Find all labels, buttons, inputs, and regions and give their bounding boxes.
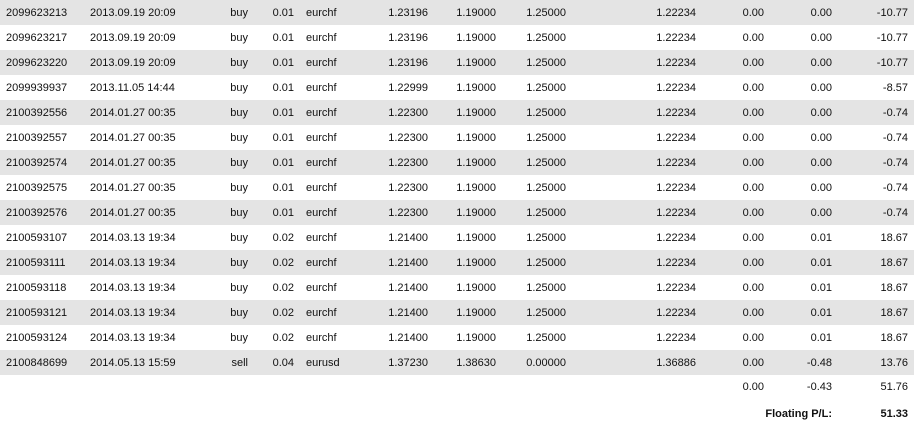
table-row[interactable] bbox=[0, 300, 914, 325]
cell-size: 0.02 bbox=[254, 225, 300, 250]
cell-type: buy bbox=[202, 175, 254, 200]
cell-price: 1.22300 bbox=[366, 175, 434, 200]
cell-size: 0.01 bbox=[254, 100, 300, 125]
floating-pl-label: Floating P/L: bbox=[702, 399, 838, 429]
cell-type: buy bbox=[202, 75, 254, 100]
cell-stop-loss: 1.19000 bbox=[434, 225, 502, 250]
cell-symbol: eurchf bbox=[300, 150, 366, 175]
cell-size: 0.02 bbox=[254, 300, 300, 325]
cell-size: 0.01 bbox=[254, 75, 300, 100]
cell-time: 2014.03.13 19:34 bbox=[84, 250, 202, 275]
cell-size: 0.01 bbox=[254, 150, 300, 175]
cell-symbol: eurchf bbox=[300, 325, 366, 350]
cell-swap: 0.00 bbox=[770, 200, 838, 225]
cell-profit: -10.77 bbox=[838, 25, 914, 50]
cell-type: buy bbox=[202, 25, 254, 50]
floating-pl-value: 51.33 bbox=[838, 399, 914, 429]
cell-stop-loss: 1.19000 bbox=[434, 50, 502, 75]
cell-size: 0.04 bbox=[254, 350, 300, 375]
cell-size: 0.01 bbox=[254, 175, 300, 200]
floating-spacer bbox=[572, 399, 628, 429]
cell-symbol: eurchf bbox=[300, 225, 366, 250]
cell-swap: 0.01 bbox=[770, 250, 838, 275]
cell-ticket: 2100593124 bbox=[0, 325, 84, 350]
cell-price: 1.22300 bbox=[366, 200, 434, 225]
cell-commission: 0.00 bbox=[702, 100, 770, 125]
cell-price: 1.21400 bbox=[366, 225, 434, 250]
cell-stop-loss: 1.19000 bbox=[434, 275, 502, 300]
cell-take-profit: 1.25000 bbox=[502, 275, 572, 300]
totals-spacer bbox=[202, 375, 254, 399]
cell-size: 0.01 bbox=[254, 125, 300, 150]
cell-stop-loss: 1.19000 bbox=[434, 125, 502, 150]
cell-ticket: 2100392576 bbox=[0, 200, 84, 225]
cell-symbol: eurchf bbox=[300, 275, 366, 300]
cell-commission: 0.00 bbox=[702, 75, 770, 100]
cell-stop-loss: 1.19000 bbox=[434, 0, 502, 25]
cell-time: 2014.03.13 19:34 bbox=[84, 300, 202, 325]
cell-gap bbox=[572, 100, 628, 125]
cell-stop-loss: 1.19000 bbox=[434, 100, 502, 125]
totals-spacer bbox=[254, 375, 300, 399]
cell-type: buy bbox=[202, 250, 254, 275]
cell-time: 2014.01.27 00:35 bbox=[84, 175, 202, 200]
cell-symbol: eurchf bbox=[300, 50, 366, 75]
table-row[interactable] bbox=[0, 75, 914, 100]
cell-price: 1.23196 bbox=[366, 25, 434, 50]
totals-commission: 0.00 bbox=[702, 375, 770, 399]
cell-profit: 18.67 bbox=[838, 275, 914, 300]
cell-current-price: 1.22234 bbox=[628, 100, 702, 125]
cell-profit: 18.67 bbox=[838, 300, 914, 325]
cell-stop-loss: 1.19000 bbox=[434, 325, 502, 350]
cell-type: buy bbox=[202, 225, 254, 250]
cell-commission: 0.00 bbox=[702, 325, 770, 350]
cell-symbol: eurusd bbox=[300, 350, 366, 375]
cell-ticket: 2100392574 bbox=[0, 150, 84, 175]
cell-swap: 0.00 bbox=[770, 175, 838, 200]
floating-spacer bbox=[202, 399, 254, 429]
table-row[interactable] bbox=[0, 325, 914, 350]
cell-current-price: 1.22234 bbox=[628, 0, 702, 25]
cell-swap: 0.00 bbox=[770, 25, 838, 50]
floating-spacer bbox=[502, 399, 572, 429]
cell-type: buy bbox=[202, 275, 254, 300]
cell-profit: -0.74 bbox=[838, 100, 914, 125]
cell-commission: 0.00 bbox=[702, 250, 770, 275]
table-row[interactable] bbox=[0, 0, 914, 25]
cell-gap bbox=[572, 200, 628, 225]
table-row[interactable] bbox=[0, 350, 914, 375]
cell-type: buy bbox=[202, 300, 254, 325]
cell-size: 0.01 bbox=[254, 0, 300, 25]
cell-gap bbox=[572, 125, 628, 150]
table-row[interactable] bbox=[0, 50, 914, 75]
totals-spacer bbox=[628, 375, 702, 399]
cell-commission: 0.00 bbox=[702, 350, 770, 375]
cell-commission: 0.00 bbox=[702, 275, 770, 300]
totals-spacer bbox=[300, 375, 366, 399]
cell-symbol: eurchf bbox=[300, 75, 366, 100]
cell-ticket: 2099939937 bbox=[0, 75, 84, 100]
cell-current-price: 1.22234 bbox=[628, 325, 702, 350]
cell-swap: 0.01 bbox=[770, 325, 838, 350]
totals-spacer bbox=[0, 375, 84, 399]
cell-gap bbox=[572, 150, 628, 175]
cell-commission: 0.00 bbox=[702, 150, 770, 175]
table-row[interactable] bbox=[0, 125, 914, 150]
cell-gap bbox=[572, 75, 628, 100]
cell-current-price: 1.22234 bbox=[628, 25, 702, 50]
cell-gap bbox=[572, 275, 628, 300]
cell-type: buy bbox=[202, 50, 254, 75]
cell-price: 1.22300 bbox=[366, 125, 434, 150]
cell-take-profit: 1.25000 bbox=[502, 150, 572, 175]
cell-commission: 0.00 bbox=[702, 200, 770, 225]
cell-take-profit: 1.25000 bbox=[502, 75, 572, 100]
cell-swap: 0.01 bbox=[770, 225, 838, 250]
cell-gap bbox=[572, 50, 628, 75]
floating-spacer bbox=[254, 399, 300, 429]
cell-gap bbox=[572, 25, 628, 50]
cell-ticket: 2100593121 bbox=[0, 300, 84, 325]
cell-swap: 0.00 bbox=[770, 75, 838, 100]
totals-profit: 51.76 bbox=[838, 375, 914, 399]
table-row[interactable] bbox=[0, 25, 914, 50]
cell-time: 2014.03.13 19:34 bbox=[84, 275, 202, 300]
cell-swap: 0.01 bbox=[770, 300, 838, 325]
cell-symbol: eurchf bbox=[300, 25, 366, 50]
cell-gap bbox=[572, 350, 628, 375]
cell-symbol: eurchf bbox=[300, 100, 366, 125]
cell-swap: 0.01 bbox=[770, 275, 838, 300]
cell-time: 2014.01.27 00:35 bbox=[84, 150, 202, 175]
cell-current-price: 1.22234 bbox=[628, 200, 702, 225]
cell-current-price: 1.36886 bbox=[628, 350, 702, 375]
cell-size: 0.02 bbox=[254, 250, 300, 275]
cell-take-profit: 1.25000 bbox=[502, 125, 572, 150]
cell-commission: 0.00 bbox=[702, 225, 770, 250]
cell-symbol: eurchf bbox=[300, 0, 366, 25]
cell-symbol: eurchf bbox=[300, 300, 366, 325]
cell-gap bbox=[572, 225, 628, 250]
cell-profit: -8.57 bbox=[838, 75, 914, 100]
cell-take-profit: 1.25000 bbox=[502, 175, 572, 200]
cell-take-profit: 1.25000 bbox=[502, 300, 572, 325]
cell-symbol: eurchf bbox=[300, 250, 366, 275]
cell-gap bbox=[572, 250, 628, 275]
cell-price: 1.21400 bbox=[366, 325, 434, 350]
cell-time: 2014.01.27 00:35 bbox=[84, 125, 202, 150]
totals-spacer bbox=[366, 375, 434, 399]
cell-price: 1.21400 bbox=[366, 275, 434, 300]
cell-profit: 18.67 bbox=[838, 325, 914, 350]
cell-commission: 0.00 bbox=[702, 175, 770, 200]
table-row[interactable] bbox=[0, 275, 914, 300]
cell-commission: 0.00 bbox=[702, 0, 770, 25]
cell-stop-loss: 1.19000 bbox=[434, 250, 502, 275]
cell-size: 0.01 bbox=[254, 200, 300, 225]
cell-stop-loss: 1.38630 bbox=[434, 350, 502, 375]
cell-swap: 0.00 bbox=[770, 125, 838, 150]
cell-time: 2014.01.27 00:35 bbox=[84, 200, 202, 225]
cell-size: 0.01 bbox=[254, 50, 300, 75]
cell-profit: -10.77 bbox=[838, 50, 914, 75]
cell-ticket: 2100392556 bbox=[0, 100, 84, 125]
table-row[interactable] bbox=[0, 175, 914, 200]
cell-commission: 0.00 bbox=[702, 300, 770, 325]
cell-size: 0.01 bbox=[254, 25, 300, 50]
table-row[interactable] bbox=[0, 100, 914, 125]
cell-stop-loss: 1.19000 bbox=[434, 25, 502, 50]
floating-spacer bbox=[0, 399, 84, 429]
cell-current-price: 1.22234 bbox=[628, 150, 702, 175]
cell-price: 1.37230 bbox=[366, 350, 434, 375]
cell-take-profit: 1.25000 bbox=[502, 200, 572, 225]
floating-spacer bbox=[84, 399, 202, 429]
cell-profit: 18.67 bbox=[838, 250, 914, 275]
cell-take-profit: 1.25000 bbox=[502, 50, 572, 75]
cell-gap bbox=[572, 300, 628, 325]
cell-ticket: 2099623220 bbox=[0, 50, 84, 75]
cell-current-price: 1.22234 bbox=[628, 275, 702, 300]
cell-price: 1.22999 bbox=[366, 75, 434, 100]
cell-ticket: 2099623217 bbox=[0, 25, 84, 50]
cell-commission: 0.00 bbox=[702, 50, 770, 75]
cell-size: 0.02 bbox=[254, 325, 300, 350]
cell-profit: -0.74 bbox=[838, 175, 914, 200]
cell-time: 2014.03.13 19:34 bbox=[84, 225, 202, 250]
cell-swap: 0.00 bbox=[770, 0, 838, 25]
cell-ticket: 2099623213 bbox=[0, 0, 84, 25]
cell-commission: 0.00 bbox=[702, 25, 770, 50]
totals-spacer bbox=[434, 375, 502, 399]
cell-stop-loss: 1.19000 bbox=[434, 75, 502, 100]
cell-swap: -0.48 bbox=[770, 350, 838, 375]
floating-spacer bbox=[434, 399, 502, 429]
cell-swap: 0.00 bbox=[770, 150, 838, 175]
cell-time: 2013.09.19 20:09 bbox=[84, 50, 202, 75]
cell-time: 2013.09.19 20:09 bbox=[84, 0, 202, 25]
cell-time: 2014.01.27 00:35 bbox=[84, 100, 202, 125]
cell-take-profit: 1.25000 bbox=[502, 25, 572, 50]
cell-price: 1.21400 bbox=[366, 300, 434, 325]
cell-profit: -0.74 bbox=[838, 150, 914, 175]
cell-swap: 0.00 bbox=[770, 50, 838, 75]
cell-take-profit: 0.00000 bbox=[502, 350, 572, 375]
cell-take-profit: 1.25000 bbox=[502, 0, 572, 25]
cell-take-profit: 1.25000 bbox=[502, 250, 572, 275]
cell-profit: -0.74 bbox=[838, 125, 914, 150]
cell-profit: 18.67 bbox=[838, 225, 914, 250]
cell-price: 1.23196 bbox=[366, 0, 434, 25]
cell-take-profit: 1.25000 bbox=[502, 325, 572, 350]
cell-commission: 0.00 bbox=[702, 125, 770, 150]
cell-time: 2014.03.13 19:34 bbox=[84, 325, 202, 350]
cell-time: 2013.09.19 20:09 bbox=[84, 25, 202, 50]
cell-stop-loss: 1.19000 bbox=[434, 175, 502, 200]
cell-type: sell bbox=[202, 350, 254, 375]
cell-ticket: 2100593118 bbox=[0, 275, 84, 300]
cell-price: 1.22300 bbox=[366, 100, 434, 125]
cell-current-price: 1.22234 bbox=[628, 300, 702, 325]
cell-symbol: eurchf bbox=[300, 125, 366, 150]
cell-ticket: 2100593111 bbox=[0, 250, 84, 275]
cell-time: 2014.05.13 15:59 bbox=[84, 350, 202, 375]
cell-take-profit: 1.25000 bbox=[502, 100, 572, 125]
cell-symbol: eurchf bbox=[300, 200, 366, 225]
totals-row bbox=[0, 375, 914, 399]
cell-type: buy bbox=[202, 200, 254, 225]
cell-profit: -10.77 bbox=[838, 0, 914, 25]
cell-type: buy bbox=[202, 0, 254, 25]
cell-ticket: 2100593107 bbox=[0, 225, 84, 250]
cell-profit: 13.76 bbox=[838, 350, 914, 375]
totals-spacer bbox=[572, 375, 628, 399]
floating-spacer bbox=[628, 399, 702, 429]
table-row[interactable] bbox=[0, 250, 914, 275]
cell-current-price: 1.22234 bbox=[628, 250, 702, 275]
cell-ticket: 2100848699 bbox=[0, 350, 84, 375]
cell-gap bbox=[572, 325, 628, 350]
cell-stop-loss: 1.19000 bbox=[434, 150, 502, 175]
cell-symbol: eurchf bbox=[300, 175, 366, 200]
cell-ticket: 2100392557 bbox=[0, 125, 84, 150]
cell-current-price: 1.22234 bbox=[628, 75, 702, 100]
cell-current-price: 1.22234 bbox=[628, 175, 702, 200]
cell-gap bbox=[572, 0, 628, 25]
cell-stop-loss: 1.19000 bbox=[434, 300, 502, 325]
cell-size: 0.02 bbox=[254, 275, 300, 300]
cell-profit: -0.74 bbox=[838, 200, 914, 225]
cell-current-price: 1.22234 bbox=[628, 50, 702, 75]
cell-type: buy bbox=[202, 125, 254, 150]
totals-swap: -0.43 bbox=[770, 375, 838, 399]
cell-time: 2013.11.05 14:44 bbox=[84, 75, 202, 100]
cell-price: 1.22300 bbox=[366, 150, 434, 175]
floating-spacer bbox=[300, 399, 366, 429]
cell-price: 1.23196 bbox=[366, 50, 434, 75]
cell-stop-loss: 1.19000 bbox=[434, 200, 502, 225]
cell-type: buy bbox=[202, 150, 254, 175]
cell-take-profit: 1.25000 bbox=[502, 225, 572, 250]
totals-spacer bbox=[84, 375, 202, 399]
cell-type: buy bbox=[202, 325, 254, 350]
cell-type: buy bbox=[202, 100, 254, 125]
cell-ticket: 2100392575 bbox=[0, 175, 84, 200]
cell-price: 1.21400 bbox=[366, 250, 434, 275]
cell-gap bbox=[572, 175, 628, 200]
floating-spacer bbox=[366, 399, 434, 429]
cell-swap: 0.00 bbox=[770, 100, 838, 125]
table-row[interactable] bbox=[0, 225, 914, 250]
totals-spacer bbox=[502, 375, 572, 399]
table-row[interactable] bbox=[0, 200, 914, 225]
cell-current-price: 1.22234 bbox=[628, 225, 702, 250]
table-row[interactable] bbox=[0, 150, 914, 175]
floating-pl-row bbox=[0, 399, 914, 429]
cell-current-price: 1.22234 bbox=[628, 125, 702, 150]
